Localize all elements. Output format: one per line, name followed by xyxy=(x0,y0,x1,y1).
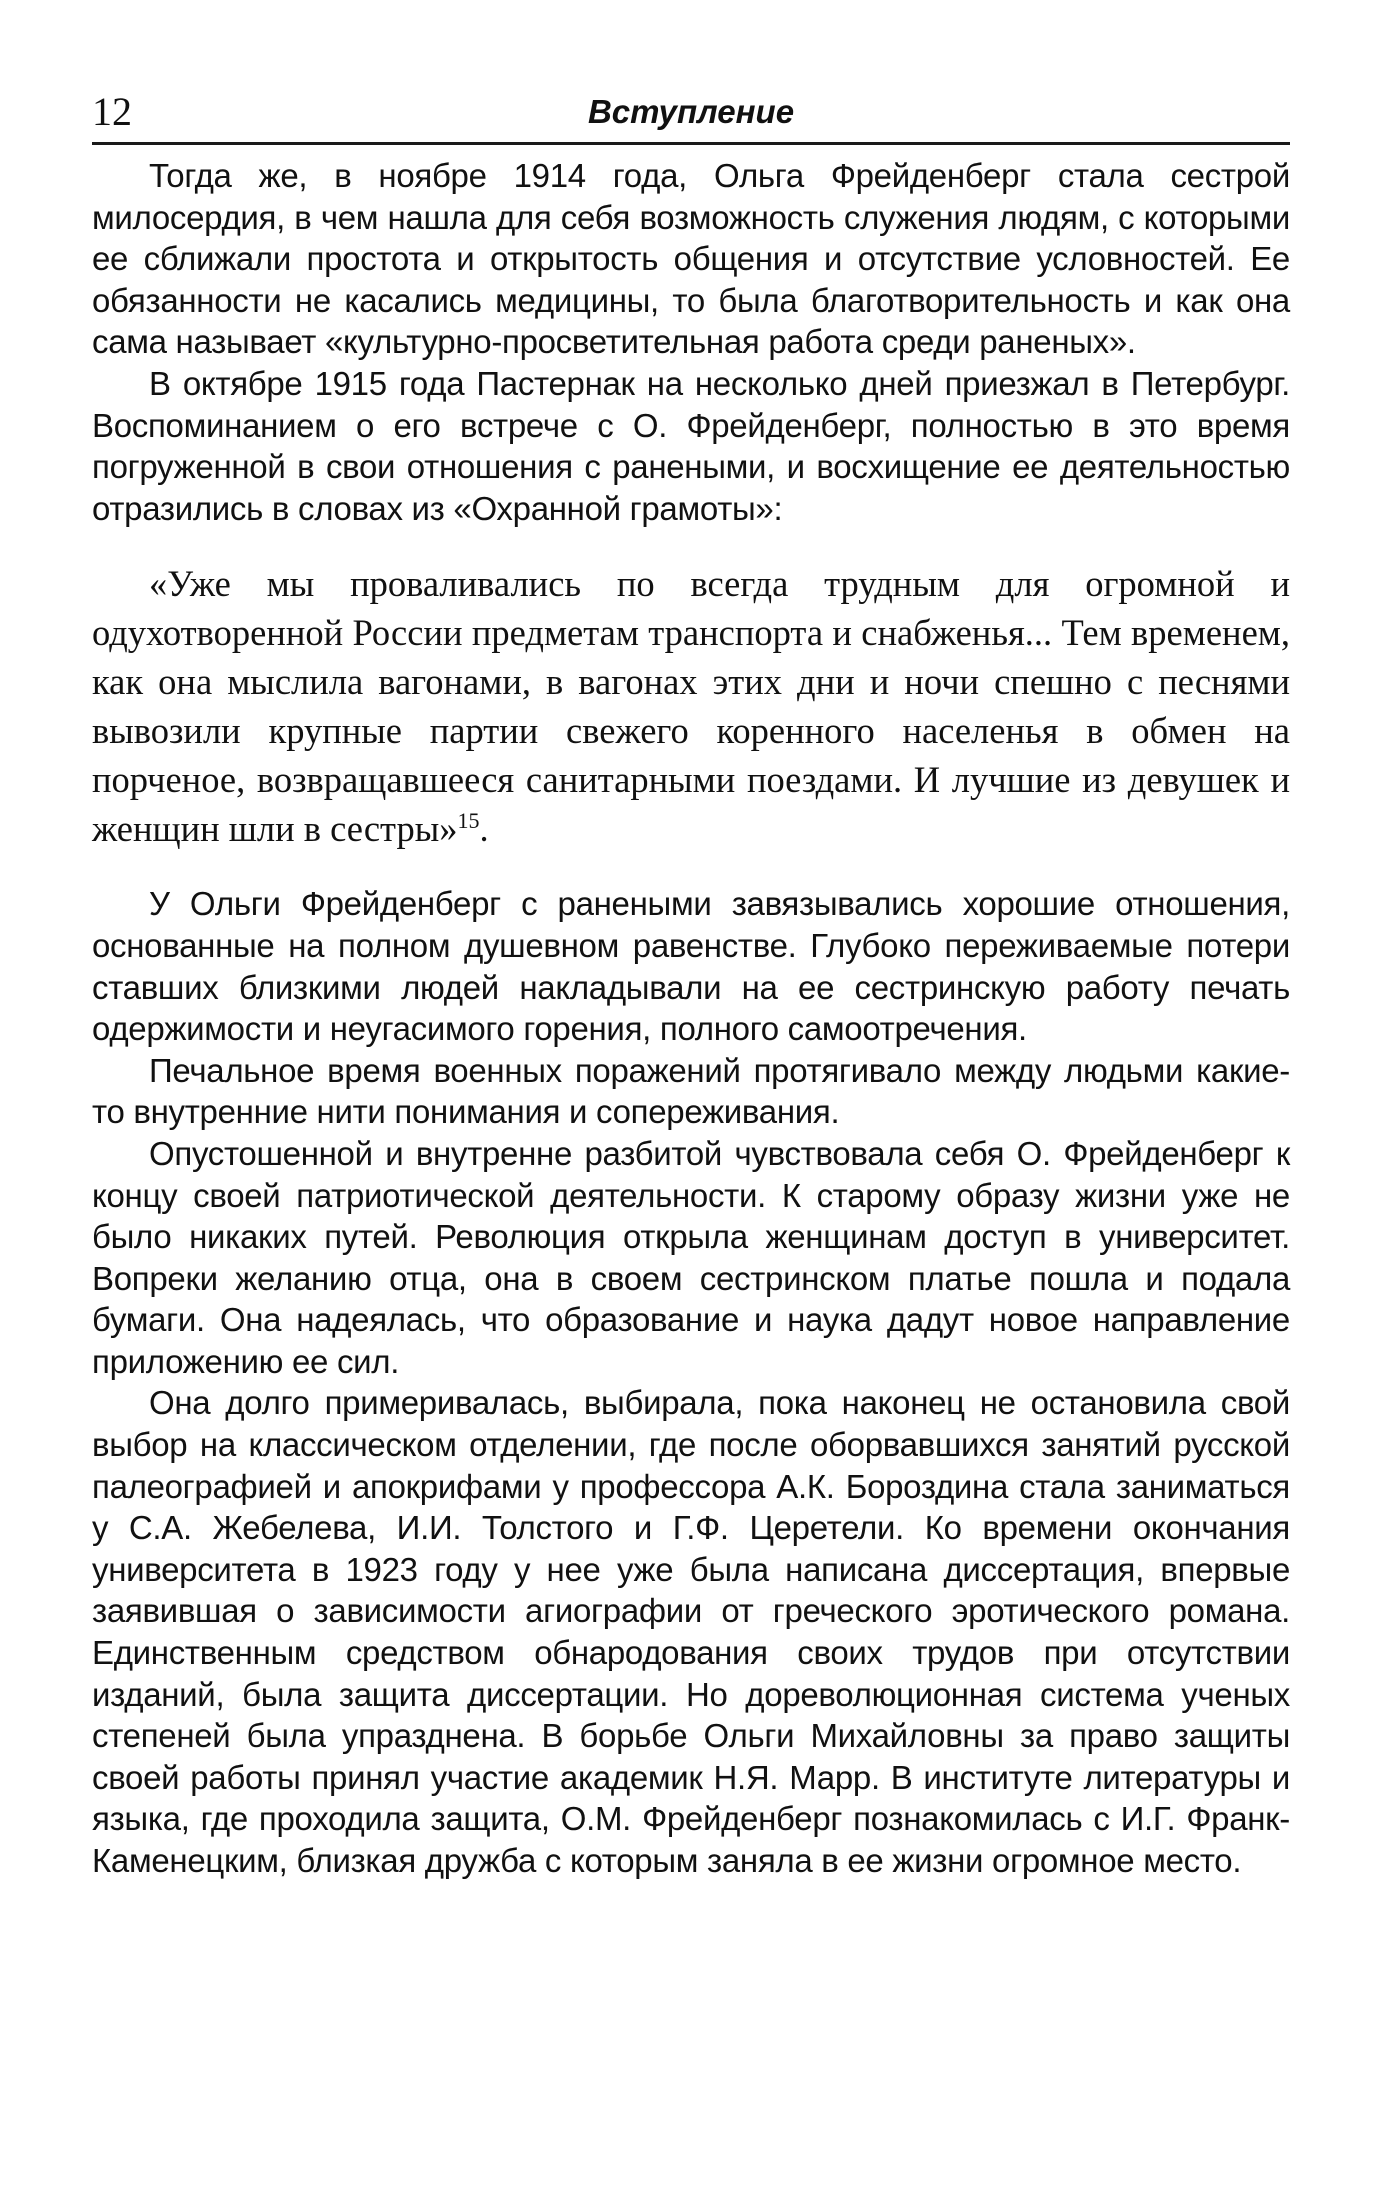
quote-end: . xyxy=(479,808,489,850)
book-page xyxy=(92,88,1290,1882)
spacer xyxy=(92,529,1290,559)
running-head: Вступление xyxy=(587,93,795,130)
paragraph: Тогда же, в ноябре 1914 года, Ольга Фрейденберг стала сестрой милосердия, в чем нашла для себя возможность служения людям, с которыми ее сближали простота и открытость общения и отсутствие условностей. Ее обязанности не касались медицины, то была благотворительность и как она сама называет «культурно-просветительная работа среди раненых». xyxy=(92,157,1290,361)
paragraph: Опустошенной и внутренне разбитой чувствовала себя О. Фрейденберг к концу своей патриотической деятельности. К старому образу жизни уже не было никаких путей. Революция открыла женщинам доступ в университет. Вопреки желанию отца, она в своем сестринском платье пошла и подала бумаги. Она надеялась, что образование и наука дадут новое направление приложению ее сил. xyxy=(92,1134,1290,1380)
paragraph: У Ольги Фрейденберг с ранеными завязывались хорошие отношения, основанные на полном душевном равенстве. Глубоко переживаемые потери ставших близкими людей накладывали на ее сестринскую работу печать одержимости и неугасимого горения, полного самоотречения. xyxy=(92,885,1290,1048)
page-body xyxy=(92,155,1290,1882)
block-quote xyxy=(92,559,1290,853)
paragraph: Она долго примеривалась, выбирала, пока наконец не остановила свой выбор на классическом отделении, где после оборвавшихся занятий русской палеографией и апокрифами у профессора А.К. Бороздина стала заниматься у С.А. Жебелева, И.И. Толстого и Г.Ф. Церетели. Ко времени окончания университета в 1923 году у нее уже была написана диссертация, впервые заявившая о зависимости агиографии от греческого эротического романа. Единственным средством обнародования своих трудов при отсутствии изданий, была защита диссертации. Но дореволюционная система ученых степеней была упразднена. В борьбе Ольги Михайловны за право защиты своей работы принял участие академик Н.Я. Марр. В институте литературы и языка, где проходила защита, О.М. Фрейденберг познакомилась с И.Г. Франк-Каменецким, близкая дружба с которым заняла в ее жизни огромное место. xyxy=(92,1384,1290,1879)
quote-text: «Уже мы проваливались по всегда трудным для огромной и одухотворенной России предметам транспорта и снабженья... Тем временем, как она мыслила вагонами, в вагонах этих дни и ночи спешно с песнями вывозили крупные партии свежего коренного населенья в обмен на порченое, возвращавшееся санитарными поездами. И лучшие из девушек и женщин шли в сестры» xyxy=(92,563,1290,850)
footnote-marker[interactable]: 15 xyxy=(457,808,480,834)
page-number: 12 xyxy=(92,89,132,134)
spacer xyxy=(92,853,1290,883)
page-header xyxy=(92,88,1290,145)
paragraph: В октябре 1915 года Пастернак на несколько дней приезжал в Петербург. Воспоминанием о его встрече с О. Фрейденберг, полностью в это время погруженной в свои отношения с ранеными, и восхищение ее деятельностью отразились в словах из «Охранной грамоты»: xyxy=(92,364,1290,527)
paragraph: Печальное время военных поражений протягивало между людьми какие-то внутренние нити понимания и сопереживания. xyxy=(92,1051,1290,1131)
